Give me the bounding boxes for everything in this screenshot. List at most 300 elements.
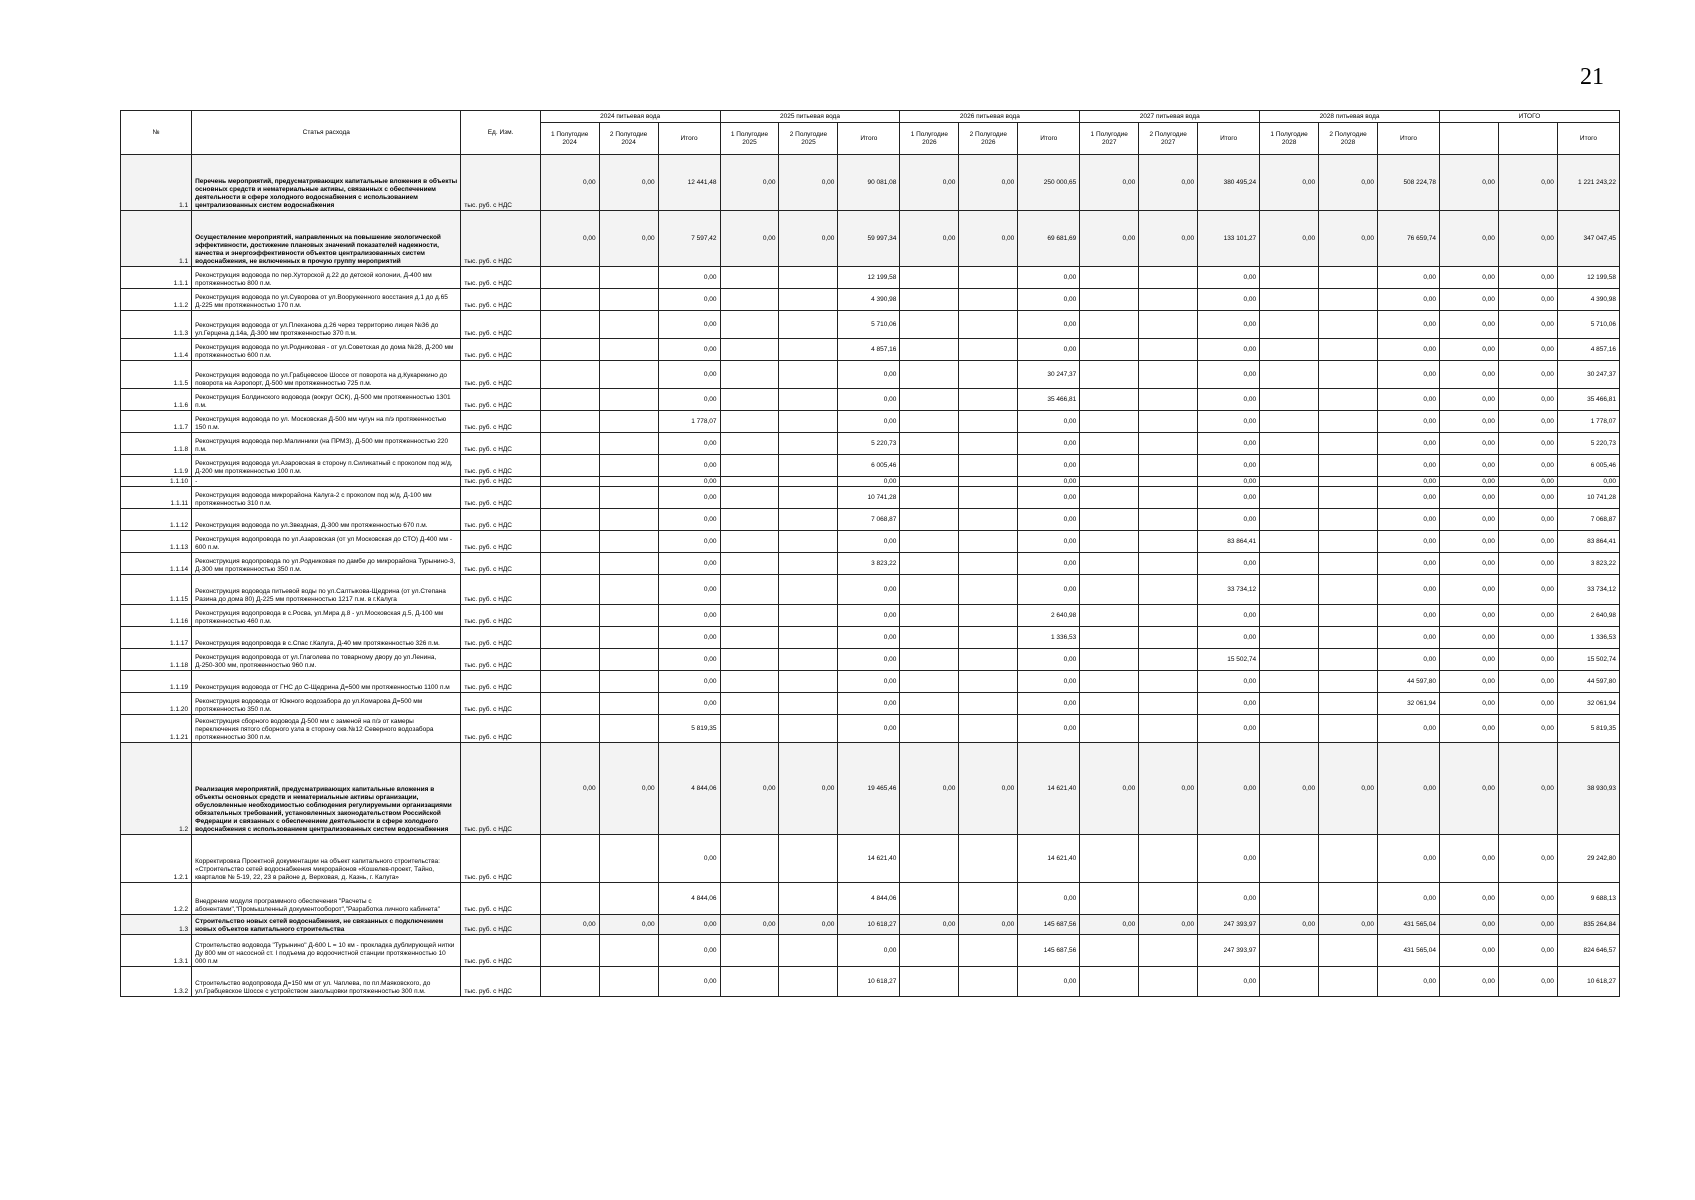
value-cell: 0,00 [1439, 627, 1498, 649]
value-cell [599, 531, 658, 553]
value-cell: 0,00 [1139, 211, 1198, 267]
value-cell [599, 715, 658, 743]
row-expense-item: Реконструкция водовода от Южного водозабора до ул.Комарова Д=500 мм протяженностью 350 п.м. [192, 693, 461, 715]
value-cell [1319, 411, 1378, 433]
value-cell [959, 671, 1018, 693]
value-cell [779, 693, 838, 715]
value-cell [720, 531, 779, 553]
value-cell: 0,00 [1198, 693, 1260, 715]
value-cell [1080, 835, 1139, 883]
row-number: 1.1.5 [121, 361, 192, 389]
value-cell: 0,00 [1198, 477, 1260, 487]
value-cell: 0,00 [1018, 487, 1080, 509]
header-subcolumn: 1 Полугодие 2027 [1080, 123, 1139, 155]
value-cell: 0,00 [1198, 671, 1260, 693]
row-unit: тыс. руб. с НДС [461, 575, 540, 605]
value-cell: 0,00 [1439, 155, 1498, 211]
row-number: 1.1.15 [121, 575, 192, 605]
row-expense-item: Реконструкция водопровода от ул.Глаголева по товарному двору до ул.Ленина, Д-250-300 мм, протяженностью 960 п.м. [192, 649, 461, 671]
row-expense-item: Реконструкция водопровода по ул.Родниковая по дамбе до микрорайона Турынино-3, Д-300 мм протяженностью 350 п.м. [192, 553, 461, 575]
table-row [121, 967, 1620, 997]
value-cell [959, 693, 1018, 715]
value-cell: 0,00 [599, 915, 658, 935]
row-number: 1.1.6 [121, 389, 192, 411]
value-cell: 0,00 [599, 743, 658, 835]
row-unit: тыс. руб. с НДС [461, 531, 540, 553]
value-cell [540, 531, 599, 553]
value-cell [959, 289, 1018, 311]
value-cell [900, 433, 959, 455]
value-cell [1319, 389, 1378, 411]
value-cell [779, 267, 838, 289]
value-cell [1139, 967, 1198, 997]
value-cell [1139, 693, 1198, 715]
value-cell: 0,00 [1439, 211, 1498, 267]
value-cell [1080, 361, 1139, 389]
value-cell [1260, 883, 1319, 915]
value-cell: 0,00 [1498, 649, 1557, 671]
row-expense-item: Реконструкция водовода питьевой воды по ул.Салтыкова-Щедрина (от ул.Степана Разина до дома 80) Д-225 мм протяженностью 1217 п.м. в г.Калуга [192, 575, 461, 605]
row-number: 1.1.3 [121, 311, 192, 339]
value-cell: 247 393,97 [1198, 935, 1260, 967]
value-cell [779, 671, 838, 693]
value-cell: 38 930,93 [1557, 743, 1619, 835]
value-cell [1139, 267, 1198, 289]
value-cell: 0,00 [1198, 339, 1260, 361]
value-cell: 0,00 [658, 649, 720, 671]
value-cell [1260, 575, 1319, 605]
value-cell [959, 455, 1018, 477]
value-cell: 3 823,22 [838, 553, 900, 575]
value-cell [599, 553, 658, 575]
value-cell [779, 575, 838, 605]
value-cell: 0,00 [540, 155, 599, 211]
value-cell: 0,00 [1018, 531, 1080, 553]
value-cell [1080, 487, 1139, 509]
value-cell: 0,00 [1018, 883, 1080, 915]
value-cell: 0,00 [1018, 477, 1080, 487]
value-cell: 2 640,98 [1557, 605, 1619, 627]
value-cell [900, 627, 959, 649]
table-row [121, 411, 1620, 433]
value-cell [1319, 671, 1378, 693]
value-cell: 0,00 [1378, 649, 1440, 671]
value-cell: 250 000,65 [1018, 155, 1080, 211]
value-cell [900, 649, 959, 671]
value-cell: 0,00 [1018, 671, 1080, 693]
value-cell: 0,00 [1378, 339, 1440, 361]
value-cell [540, 361, 599, 389]
value-cell: 0,00 [1498, 715, 1557, 743]
value-cell [1080, 289, 1139, 311]
value-cell [540, 649, 599, 671]
row-unit: тыс. руб. с НДС [461, 883, 540, 915]
value-cell: 0,00 [1439, 311, 1498, 339]
value-cell: 0,00 [1378, 433, 1440, 455]
value-cell: 508 224,78 [1378, 155, 1440, 211]
value-cell: 0,00 [1018, 433, 1080, 455]
value-cell: 0,00 [1378, 361, 1440, 389]
value-cell [1080, 477, 1139, 487]
value-cell: 0,00 [658, 509, 720, 531]
value-cell: 0,00 [658, 967, 720, 997]
value-cell: 0,00 [1439, 553, 1498, 575]
value-cell: 0,00 [1139, 743, 1198, 835]
value-cell: 0,00 [658, 531, 720, 553]
value-cell: 0,00 [1198, 487, 1260, 509]
header-subcolumn: Итого [1198, 123, 1260, 155]
value-cell [599, 649, 658, 671]
value-cell [900, 267, 959, 289]
value-cell: 0,00 [540, 915, 599, 935]
value-cell: 0,00 [1439, 509, 1498, 531]
value-cell [540, 455, 599, 477]
value-cell: 14 621,40 [1018, 743, 1080, 835]
header-subcolumn: 2 Полугодие 2025 [779, 123, 838, 155]
row-unit: тыс. руб. с НДС [461, 389, 540, 411]
value-cell: 0,00 [1498, 835, 1557, 883]
value-cell: 247 393,97 [1198, 915, 1260, 935]
value-cell: 0,00 [1080, 211, 1139, 267]
value-cell [540, 935, 599, 967]
value-cell [1080, 339, 1139, 361]
value-cell: 0,00 [658, 935, 720, 967]
value-cell: 0,00 [1319, 915, 1378, 935]
value-cell: 0,00 [658, 835, 720, 883]
value-cell: 0,00 [838, 715, 900, 743]
value-cell [959, 627, 1018, 649]
value-cell [1080, 433, 1139, 455]
value-cell [599, 967, 658, 997]
row-number: 1.3.2 [121, 967, 192, 997]
value-cell: 29 242,80 [1557, 835, 1619, 883]
value-cell: 0,00 [658, 289, 720, 311]
value-cell [900, 487, 959, 509]
value-cell [540, 433, 599, 455]
value-cell: 12 199,58 [1557, 267, 1619, 289]
value-cell: 0,00 [1378, 553, 1440, 575]
value-cell: 4 857,16 [838, 339, 900, 361]
table-row [121, 553, 1620, 575]
row-expense-item: - [192, 477, 461, 487]
header-name: Статья расхода [192, 111, 461, 155]
value-cell: 0,00 [1139, 155, 1198, 211]
value-cell [959, 531, 1018, 553]
value-cell [599, 487, 658, 509]
value-cell: 0,00 [1498, 211, 1557, 267]
value-cell [1260, 671, 1319, 693]
value-cell [1260, 411, 1319, 433]
value-cell [720, 289, 779, 311]
row-unit: тыс. руб. с НДС [461, 267, 540, 289]
row-unit: тыс. руб. с НДС [461, 967, 540, 997]
value-cell: 0,00 [1198, 361, 1260, 389]
row-expense-item: Реконструкция Болдинского водовода (вокруг ОСК), Д-500 мм протяженностью 1301 п.м. [192, 389, 461, 411]
value-cell: 2 640,98 [1018, 605, 1080, 627]
value-cell: 824 646,57 [1557, 935, 1619, 967]
row-expense-item: Осуществление мероприятий, направленных на повышение экологической эффективности, достижение плановых значений показателей надежности, качества и энергоэффективности объектов централизованных систем водоснабжения, не включенных в прочую группу мероприятий [192, 211, 461, 267]
value-cell [540, 389, 599, 411]
table-row [121, 487, 1620, 509]
value-cell: 10 741,28 [1557, 487, 1619, 509]
value-cell [1319, 605, 1378, 627]
value-cell [720, 411, 779, 433]
value-cell: 0,00 [1439, 743, 1498, 835]
value-cell [900, 553, 959, 575]
value-cell: 0,00 [1378, 835, 1440, 883]
value-cell: 0,00 [1439, 487, 1498, 509]
value-cell: 0,00 [838, 575, 900, 605]
header-subcolumn: 2 Полугодие 2026 [959, 123, 1018, 155]
row-number: 1.1.13 [121, 531, 192, 553]
value-cell: 83 864,41 [1198, 531, 1260, 553]
value-cell: 0,00 [658, 487, 720, 509]
value-cell [1080, 553, 1139, 575]
row-number: 1.1.10 [121, 477, 192, 487]
value-cell [1139, 477, 1198, 487]
value-cell [779, 433, 838, 455]
value-cell [540, 835, 599, 883]
value-cell [1080, 575, 1139, 605]
value-cell [959, 935, 1018, 967]
value-cell [900, 289, 959, 311]
value-cell [1319, 935, 1378, 967]
value-cell [1319, 531, 1378, 553]
value-cell: 4 390,98 [1557, 289, 1619, 311]
row-expense-item: Реконструкция водовода по ул.Родниковая - от ул.Советская до дома №28, Д-200 мм протяженностью 600 п.м. [192, 339, 461, 361]
value-cell: 0,00 [1198, 411, 1260, 433]
value-cell: 0,00 [1439, 267, 1498, 289]
value-cell: 0,00 [1439, 835, 1498, 883]
value-cell: 0,00 [1439, 433, 1498, 455]
value-cell [540, 267, 599, 289]
table-row [121, 339, 1620, 361]
row-number: 1.1.21 [121, 715, 192, 743]
value-cell: 0,00 [1198, 743, 1260, 835]
header-subcolumn [1498, 123, 1557, 155]
value-cell: 0,00 [1198, 627, 1260, 649]
value-cell: 32 061,94 [1378, 693, 1440, 715]
row-unit: тыс. руб. с НДС [461, 289, 540, 311]
row-expense-item: Реконструкция сборного водовода Д-500 мм с заменой на п/э от камеры переключения пятого сборного узла в сторону скв.№12 Северного водозабора протяженностью 300 п.м. [192, 715, 461, 743]
row-expense-item: Реконструкция водопровода в с.Росва, ул.Мира д.8 - ул.Московская д.5, Д-100 мм протяженностью 460 п.м. [192, 605, 461, 627]
value-cell: 0,00 [599, 211, 658, 267]
value-cell: 0,00 [1198, 967, 1260, 997]
value-cell: 4 857,16 [1557, 339, 1619, 361]
value-cell: 0,00 [959, 743, 1018, 835]
table-row [121, 477, 1620, 487]
value-cell: 0,00 [1139, 915, 1198, 935]
value-cell: 0,00 [1439, 339, 1498, 361]
value-cell [900, 967, 959, 997]
value-cell [779, 487, 838, 509]
row-number: 1.1.20 [121, 693, 192, 715]
value-cell: 6 005,46 [1557, 455, 1619, 477]
value-cell: 0,00 [1498, 671, 1557, 693]
header-subcolumn: 1 Полугодие 2026 [900, 123, 959, 155]
value-cell: 0,00 [599, 155, 658, 211]
value-cell [1260, 267, 1319, 289]
row-unit: тыс. руб. с НДС [461, 835, 540, 883]
row-unit: тыс. руб. с НДС [461, 509, 540, 531]
header-subcolumn: 1 Полугодие 2024 [540, 123, 599, 155]
value-cell: 0,00 [1498, 487, 1557, 509]
value-cell: 0,00 [1378, 455, 1440, 477]
value-cell [1319, 267, 1378, 289]
value-cell [1139, 715, 1198, 743]
value-cell: 0,00 [1557, 477, 1619, 487]
value-cell: 5 220,73 [838, 433, 900, 455]
value-cell [1139, 575, 1198, 605]
value-cell [900, 509, 959, 531]
value-cell [1319, 715, 1378, 743]
value-cell: 0,00 [1439, 935, 1498, 967]
value-cell: 0,00 [658, 477, 720, 487]
value-cell [1260, 835, 1319, 883]
row-number: 1.1.16 [121, 605, 192, 627]
value-cell [599, 883, 658, 915]
value-cell: 0,00 [959, 915, 1018, 935]
row-expense-item: Реконструкция водовода по ул. Московская Д-500 мм чугун на п/э протяженностью 150 п.м. [192, 411, 461, 433]
value-cell: 3 823,22 [1557, 553, 1619, 575]
value-cell [720, 671, 779, 693]
value-cell: 0,00 [1378, 967, 1440, 997]
value-cell: 0,00 [720, 743, 779, 835]
value-cell: 0,00 [720, 155, 779, 211]
value-cell [1319, 835, 1378, 883]
value-cell [599, 311, 658, 339]
value-cell [1139, 509, 1198, 531]
value-cell: 0,00 [658, 605, 720, 627]
value-cell: 0,00 [1378, 411, 1440, 433]
header-subcolumn: 1 Полугодие 2028 [1260, 123, 1319, 155]
value-cell [599, 477, 658, 487]
value-cell: 10 618,27 [1557, 967, 1619, 997]
value-cell: 4 390,98 [838, 289, 900, 311]
value-cell: 4 844,06 [658, 883, 720, 915]
value-cell [1080, 627, 1139, 649]
value-cell: 0,00 [1439, 883, 1498, 915]
header-subcolumn: Итого [838, 123, 900, 155]
value-cell [900, 455, 959, 477]
value-cell: 0,00 [1378, 311, 1440, 339]
value-cell [1260, 715, 1319, 743]
value-cell [1080, 455, 1139, 477]
value-cell: 0,00 [1198, 835, 1260, 883]
header-subcolumn: 2 Полугодие 2024 [599, 123, 658, 155]
value-cell: 0,00 [658, 627, 720, 649]
value-cell [540, 339, 599, 361]
value-cell [1260, 487, 1319, 509]
table-row [121, 715, 1620, 743]
value-cell: 0,00 [1080, 155, 1139, 211]
value-cell [1139, 339, 1198, 361]
row-expense-item: Строительство водовода "Турынино" Д-600 L = 10 км - прокладка дублирующей нитки Ду 800 мм от насосной ст. I подъема до водоочистной станции протяженностью 10 000 п.м [192, 935, 461, 967]
value-cell: 0,00 [838, 389, 900, 411]
value-cell: 5 819,35 [1557, 715, 1619, 743]
value-cell [959, 267, 1018, 289]
value-cell [720, 575, 779, 605]
value-cell: 0,00 [838, 935, 900, 967]
table-group-row [121, 915, 1620, 935]
value-cell: 145 687,56 [1018, 935, 1080, 967]
value-cell: 0,00 [658, 433, 720, 455]
row-number: 1.2 [121, 743, 192, 835]
row-expense-item: Реконструкция водовода микрорайона Калуга-2 с проколом под ж/д, Д-100 мм протяженностью 310 п.м. [192, 487, 461, 509]
value-cell [1260, 455, 1319, 477]
value-cell: 0,00 [838, 411, 900, 433]
row-expense-item: Реконструкция водопровода по ул.Азаровская (от ул Московская до СТО) Д-400 мм - 600 п.м. [192, 531, 461, 553]
value-cell [1319, 509, 1378, 531]
value-cell [1319, 361, 1378, 389]
value-cell: 1 336,53 [1018, 627, 1080, 649]
table-row [121, 455, 1620, 477]
value-cell [1319, 477, 1378, 487]
value-cell [1139, 411, 1198, 433]
value-cell: 0,00 [1018, 455, 1080, 477]
table-row [121, 671, 1620, 693]
value-cell: 0,00 [1260, 743, 1319, 835]
value-cell [1260, 477, 1319, 487]
value-cell: 0,00 [1260, 155, 1319, 211]
value-cell [779, 339, 838, 361]
header-subcolumn: Итого [1378, 123, 1440, 155]
value-cell [540, 289, 599, 311]
page-number: 21 [1580, 64, 1604, 90]
value-cell: 0,00 [838, 605, 900, 627]
value-cell [1139, 935, 1198, 967]
value-cell [1260, 935, 1319, 967]
value-cell: 0,00 [1378, 477, 1440, 487]
table-body [121, 155, 1620, 997]
value-cell [1319, 455, 1378, 477]
row-expense-item: Реконструкция водовода по пер.Хуторской д.22 до детской колонии, Д-400 мм протяженностью 800 п.м. [192, 267, 461, 289]
value-cell: 32 061,94 [1557, 693, 1619, 715]
row-unit: тыс. руб. с НДС [461, 311, 540, 339]
value-cell [1139, 311, 1198, 339]
value-cell [720, 627, 779, 649]
value-cell [959, 487, 1018, 509]
value-cell: 0,00 [540, 211, 599, 267]
value-cell [1319, 339, 1378, 361]
table-row [121, 361, 1620, 389]
investment-table [120, 110, 1620, 997]
value-cell: 83 864,41 [1557, 531, 1619, 553]
value-cell: 0,00 [1439, 361, 1498, 389]
value-cell: 0,00 [1198, 389, 1260, 411]
value-cell: 0,00 [1018, 575, 1080, 605]
value-cell: 0,00 [1498, 915, 1557, 935]
value-cell [1139, 605, 1198, 627]
value-cell [779, 531, 838, 553]
value-cell: 1 336,53 [1557, 627, 1619, 649]
value-cell: 0,00 [838, 477, 900, 487]
value-cell: 0,00 [1439, 289, 1498, 311]
table-row [121, 433, 1620, 455]
row-unit: тыс. руб. с НДС [461, 693, 540, 715]
value-cell [779, 715, 838, 743]
value-cell: 0,00 [658, 671, 720, 693]
value-cell [779, 627, 838, 649]
value-cell: 12 199,58 [838, 267, 900, 289]
value-cell [1260, 531, 1319, 553]
value-cell [959, 649, 1018, 671]
value-cell: 0,00 [1319, 743, 1378, 835]
value-cell: 4 844,06 [658, 743, 720, 835]
value-cell: 69 681,69 [1018, 211, 1080, 267]
value-cell [900, 935, 959, 967]
value-cell: 0,00 [1498, 267, 1557, 289]
